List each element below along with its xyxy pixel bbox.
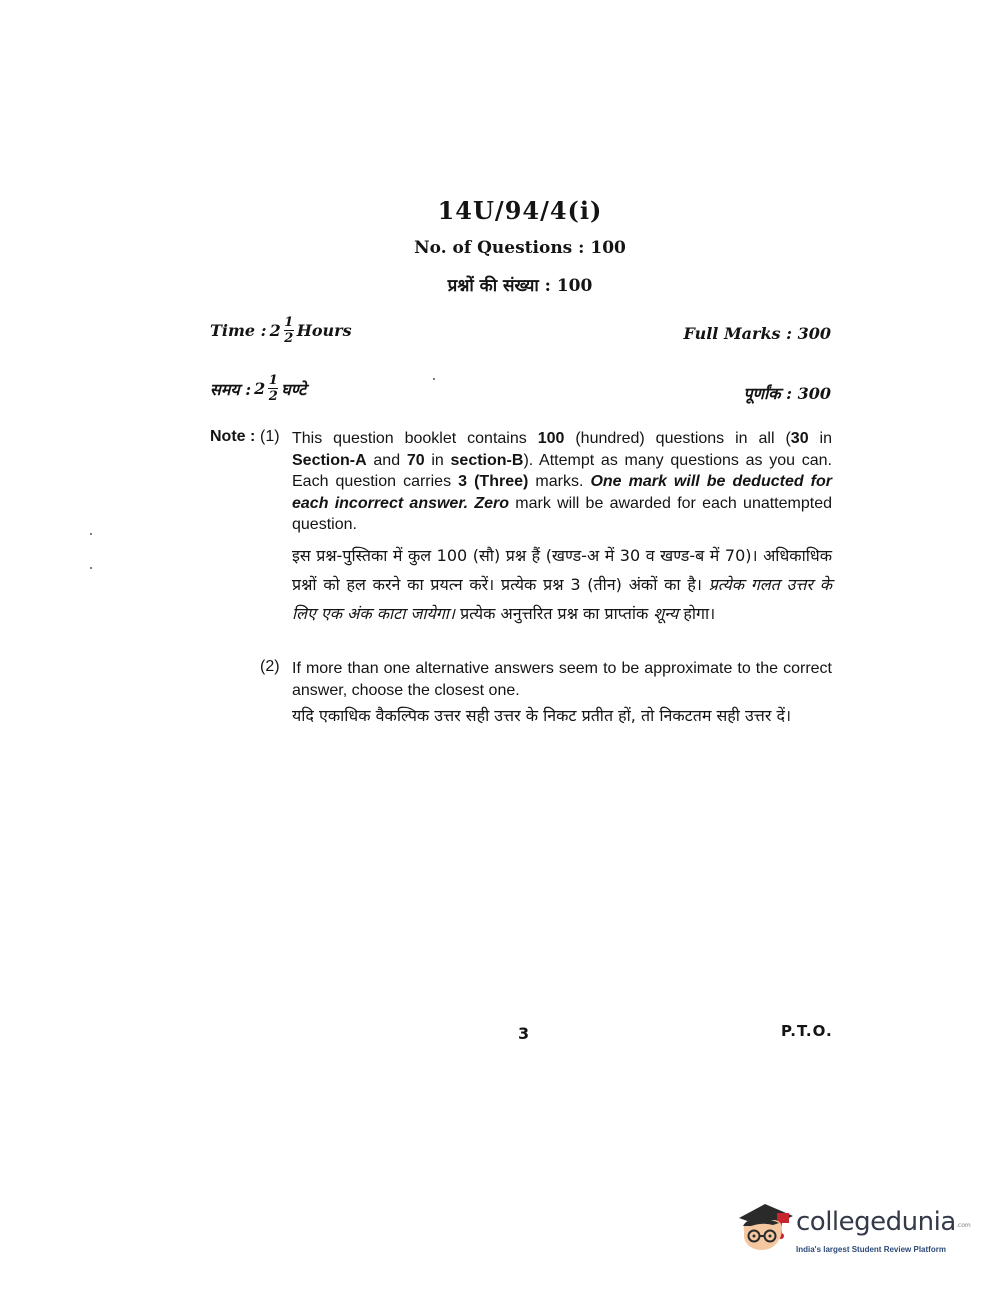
time-fraction (284, 316, 294, 345)
watermark-tagline: India's largest Student Review Platform (796, 1245, 946, 1254)
mascot-icon (739, 1204, 793, 1250)
note-label: Note : (210, 428, 256, 445)
note-item-1-english: This question booklet contains 100 (hundred) questions in all (30 in Section-A and 70 in section-B). Attempt as many questions as you can. Each question carries 3 (Three) marks. One mark will be deducted for each incorrect answer. Zero mark will be awarded for each unattempted question. (292, 430, 832, 533)
fraction-denominator: 2 (284, 331, 294, 346)
note-item-1-hindi: इस प्रश्न-पुस्तिका में कुल 100 (सौ) प्रश्न हैं (खण्ड-अ में 30 व खण्ड-ब में 70)। अधिकाधिक प्रश्नों को हल करने का प्रयत्न करें। प्रत्येक प्रश्न 3 (तीन) अंकों का है। प्रत्येक गलत उत्तर के लिए एक अंक काटा जायेगा। प्रत्येक अनुत्तरित प्रश्न का प्राप्तांक शून्य होगा। (292, 546, 832, 623)
speck (433, 378, 435, 380)
fraction-denominator-hi: 2 (268, 389, 278, 404)
time-label-hi: समय : (210, 379, 252, 399)
watermark-brand-name: collegedunia (796, 1207, 956, 1237)
number-of-questions-hi: प्रश्नों की संख्या : 100 (447, 276, 593, 296)
speck (90, 567, 92, 569)
note-item-2-english: If more than one alternative answers seem to be approximate to the correct answer, choose the closest one. (292, 660, 832, 699)
time-unit: Hours (296, 321, 352, 340)
time-en (210, 316, 352, 345)
speck (90, 533, 92, 535)
time-label: Time : (210, 321, 267, 340)
time-hi (210, 374, 306, 403)
watermark-domain: .com (956, 1222, 971, 1229)
fraction-numerator-hi: 1 (268, 373, 278, 388)
page-number: 3 (518, 1024, 530, 1043)
time-whole-hi: 2 (254, 379, 266, 398)
time-unit-hi: घण्टे (281, 379, 307, 399)
paper-code: 14U/94/4(i) (437, 196, 603, 225)
pto-label: P.T.O. (781, 1022, 833, 1040)
note-item-2-number: (2) (260, 658, 280, 675)
note-item-2-hindi: यदि एकाधिक वैकल्पिक उत्तर सही उत्तर के निकट प्रतीत हों, तो निकटतम सही उत्तर दें। (292, 706, 792, 725)
full-marks-hi: पूर्णांक : 300 (743, 384, 831, 403)
full-marks-en: Full Marks : 300 (683, 324, 831, 343)
note-item-1-number: (1) (260, 428, 280, 445)
fraction-numerator: 1 (284, 315, 294, 330)
number-of-questions-en: No. of Questions : 100 (414, 238, 626, 258)
time-whole: 2 (269, 321, 281, 340)
time-fraction-hi (268, 374, 278, 403)
